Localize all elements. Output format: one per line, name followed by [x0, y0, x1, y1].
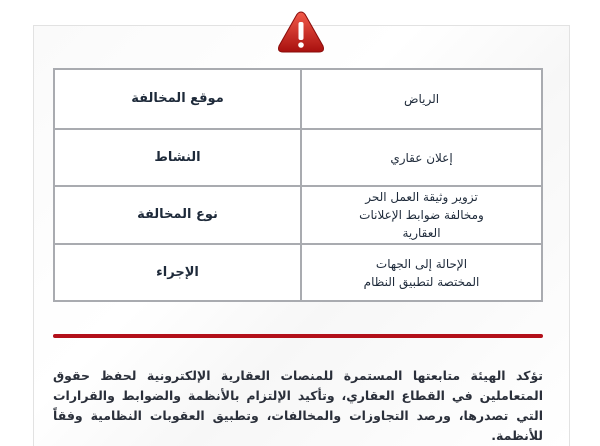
table-row [54, 129, 542, 186]
row-value: إعلان عقاري [301, 129, 542, 186]
row-label: النشاط [54, 129, 301, 186]
violation-table [53, 68, 543, 302]
row-value: الإحالة إلى الجهات المختصة لتطبيق النظام [301, 244, 542, 301]
row-label: نوع المخالفة [54, 186, 301, 244]
table-row [54, 244, 542, 301]
row-value: تزوير وثيقة العمل الحر ومخالفة ضوابط الإعلانات العقارية [301, 186, 542, 244]
statement-paragraph: تؤكد الهيئة متابعتها المستمرة للمنصات العقارية الإلكترونية لحفظ حقوق المتعاملين في القطاع العقاري، وتأكيد الإلتزام بالأنظمة والضوابط والقرارات التي تصدرها، ورصد التجاوزات والمخالفات، وتطبيق العقوبات النظامية وفقاً للأنظمة. [53, 368, 543, 443]
table-row [54, 186, 542, 244]
divider [53, 334, 543, 338]
row-label: الإجراء [54, 244, 301, 301]
row-label: موقع المخالفة [54, 69, 301, 129]
table-row [54, 69, 542, 129]
row-value: الرياض [301, 69, 542, 129]
warning-triangle-icon [276, 9, 326, 55]
